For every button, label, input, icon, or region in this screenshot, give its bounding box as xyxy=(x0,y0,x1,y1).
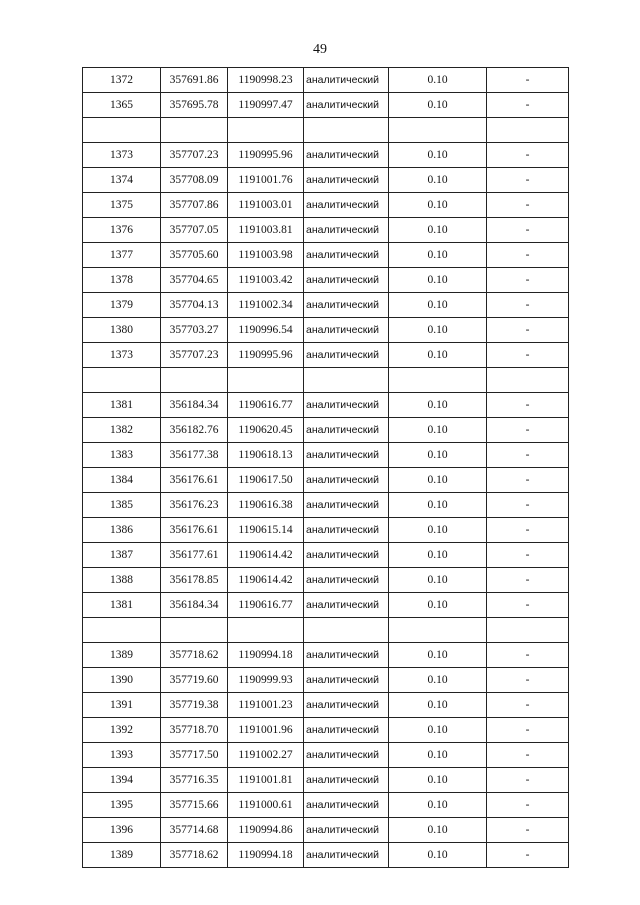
method-cell: аналитический xyxy=(304,518,389,543)
table-row xyxy=(83,393,569,418)
description-cell: - xyxy=(487,843,569,868)
table-row xyxy=(83,518,569,543)
method-cell: аналитический xyxy=(304,68,389,93)
accuracy-cell: 0.10 xyxy=(389,93,487,118)
point-number-cell: 1379 xyxy=(83,293,161,318)
x-coordinate-cell: 357715.66 xyxy=(161,793,228,818)
x-coordinate-cell: 357708.09 xyxy=(161,168,228,193)
x-coordinate-cell: 357704.65 xyxy=(161,268,228,293)
table-row xyxy=(83,743,569,768)
method-cell: аналитический xyxy=(304,218,389,243)
point-number-cell: 1385 xyxy=(83,493,161,518)
method-cell: аналитический xyxy=(304,718,389,743)
point-number-cell: 1388 xyxy=(83,568,161,593)
method-cell: аналитический xyxy=(304,243,389,268)
description-cell: - xyxy=(487,468,569,493)
table-row xyxy=(83,243,569,268)
y-coordinate-cell: 1190996.54 xyxy=(228,318,304,343)
table-row xyxy=(83,318,569,343)
point-number-cell: 1383 xyxy=(83,443,161,468)
coordinates-table-body xyxy=(83,68,569,868)
table-row xyxy=(83,143,569,168)
point-number-cell: 1365 xyxy=(83,93,161,118)
y-coordinate-cell: 1191002.27 xyxy=(228,743,304,768)
method-cell: аналитический xyxy=(304,468,389,493)
y-coordinate-cell: 1190614.42 xyxy=(228,568,304,593)
point-number-cell: 1392 xyxy=(83,718,161,743)
table-row xyxy=(83,543,569,568)
point-number-cell: 1377 xyxy=(83,243,161,268)
x-coordinate-cell: 356184.34 xyxy=(161,393,228,418)
description-cell: - xyxy=(487,293,569,318)
y-coordinate-cell: 1190616.38 xyxy=(228,493,304,518)
description-cell: - xyxy=(487,343,569,368)
accuracy-cell: 0.10 xyxy=(389,218,487,243)
y-coordinate-cell: 1190999.93 xyxy=(228,668,304,693)
method-cell: аналитический xyxy=(304,443,389,468)
point-number-cell: 1381 xyxy=(83,593,161,618)
accuracy-cell: 0.10 xyxy=(389,343,487,368)
table-row xyxy=(83,593,569,618)
accuracy-cell: 0.10 xyxy=(389,518,487,543)
x-coordinate-cell: 356182.76 xyxy=(161,418,228,443)
point-number-cell: 1381 xyxy=(83,393,161,418)
accuracy-cell: 0.10 xyxy=(389,743,487,768)
description-cell: - xyxy=(487,543,569,568)
accuracy-cell: 0.10 xyxy=(389,193,487,218)
y-coordinate-cell: 1190615.14 xyxy=(228,518,304,543)
description-cell: - xyxy=(487,218,569,243)
point-number-cell: 1391 xyxy=(83,693,161,718)
method-cell: аналитический xyxy=(304,168,389,193)
x-coordinate-cell: 357718.70 xyxy=(161,718,228,743)
y-coordinate-cell: 1190616.77 xyxy=(228,593,304,618)
table-row xyxy=(83,568,569,593)
description-cell: - xyxy=(487,568,569,593)
table-row xyxy=(83,443,569,468)
accuracy-cell: 0.10 xyxy=(389,693,487,718)
point-number-cell: 1375 xyxy=(83,193,161,218)
accuracy-cell xyxy=(389,368,487,393)
method-cell: аналитический xyxy=(304,418,389,443)
description-cell: - xyxy=(487,493,569,518)
description-cell: - xyxy=(487,418,569,443)
x-coordinate-cell: 357707.23 xyxy=(161,143,228,168)
description-cell: - xyxy=(487,793,569,818)
y-coordinate-cell: 1191003.98 xyxy=(228,243,304,268)
accuracy-cell: 0.10 xyxy=(389,818,487,843)
point-number-cell: 1372 xyxy=(83,68,161,93)
description-cell: - xyxy=(487,393,569,418)
x-coordinate-cell: 356178.85 xyxy=(161,568,228,593)
accuracy-cell: 0.10 xyxy=(389,568,487,593)
method-cell: аналитический xyxy=(304,768,389,793)
point-number-cell: 1373 xyxy=(83,343,161,368)
table-row xyxy=(83,193,569,218)
point-number-cell: 1390 xyxy=(83,668,161,693)
x-coordinate-cell: 357718.62 xyxy=(161,843,228,868)
y-coordinate-cell: 1191000.61 xyxy=(228,793,304,818)
method-cell: аналитический xyxy=(304,793,389,818)
description-cell: - xyxy=(487,768,569,793)
x-coordinate-cell: 357719.38 xyxy=(161,693,228,718)
y-coordinate-cell: 1191003.42 xyxy=(228,268,304,293)
y-coordinate-cell: 1191001.81 xyxy=(228,768,304,793)
x-coordinate-cell: 356176.23 xyxy=(161,493,228,518)
method-cell: аналитический xyxy=(304,293,389,318)
point-number-cell: 1387 xyxy=(83,543,161,568)
table-row xyxy=(83,293,569,318)
method-cell: аналитический xyxy=(304,693,389,718)
x-coordinate-cell: 356177.61 xyxy=(161,543,228,568)
description-cell: - xyxy=(487,68,569,93)
accuracy-cell: 0.10 xyxy=(389,443,487,468)
point-number-cell: 1374 xyxy=(83,168,161,193)
method-cell: аналитический xyxy=(304,743,389,768)
table-row xyxy=(83,643,569,668)
method-cell xyxy=(304,618,389,643)
y-coordinate-cell: 1190620.45 xyxy=(228,418,304,443)
table-row xyxy=(83,693,569,718)
accuracy-cell: 0.10 xyxy=(389,68,487,93)
point-number-cell: 1382 xyxy=(83,418,161,443)
accuracy-cell xyxy=(389,618,487,643)
description-cell: - xyxy=(487,268,569,293)
description-cell: - xyxy=(487,693,569,718)
method-cell: аналитический xyxy=(304,843,389,868)
description-cell: - xyxy=(487,593,569,618)
separator-row xyxy=(83,118,569,143)
x-coordinate-cell: 356177.38 xyxy=(161,443,228,468)
accuracy-cell: 0.10 xyxy=(389,243,487,268)
point-number-cell: 1396 xyxy=(83,818,161,843)
description-cell: - xyxy=(487,318,569,343)
y-coordinate-cell: 1191002.34 xyxy=(228,293,304,318)
method-cell: аналитический xyxy=(304,93,389,118)
x-coordinate-cell: 357707.23 xyxy=(161,343,228,368)
page-number: 49 xyxy=(313,42,327,57)
accuracy-cell: 0.10 xyxy=(389,468,487,493)
separator-row xyxy=(83,618,569,643)
table-row xyxy=(83,818,569,843)
point-number-cell xyxy=(83,368,161,393)
y-coordinate-cell: 1190617.50 xyxy=(228,468,304,493)
method-cell: аналитический xyxy=(304,193,389,218)
y-coordinate-cell xyxy=(228,118,304,143)
y-coordinate-cell: 1190616.77 xyxy=(228,393,304,418)
y-coordinate-cell: 1191003.81 xyxy=(228,218,304,243)
table-row xyxy=(83,468,569,493)
table-row xyxy=(83,843,569,868)
y-coordinate-cell: 1191001.96 xyxy=(228,718,304,743)
accuracy-cell: 0.10 xyxy=(389,768,487,793)
accuracy-cell: 0.10 xyxy=(389,318,487,343)
description-cell: - xyxy=(487,818,569,843)
x-coordinate-cell: 356184.34 xyxy=(161,593,228,618)
x-coordinate-cell: 357718.62 xyxy=(161,643,228,668)
point-number-cell: 1373 xyxy=(83,143,161,168)
x-coordinate-cell: 357695.78 xyxy=(161,93,228,118)
point-number-cell: 1376 xyxy=(83,218,161,243)
y-coordinate-cell xyxy=(228,368,304,393)
table-row xyxy=(83,218,569,243)
method-cell: аналитический xyxy=(304,568,389,593)
method-cell: аналитический xyxy=(304,818,389,843)
table-row xyxy=(83,668,569,693)
x-coordinate-cell: 357707.86 xyxy=(161,193,228,218)
x-coordinate-cell: 357719.60 xyxy=(161,668,228,693)
accuracy-cell: 0.10 xyxy=(389,293,487,318)
accuracy-cell: 0.10 xyxy=(389,143,487,168)
description-cell: - xyxy=(487,443,569,468)
x-coordinate-cell xyxy=(161,368,228,393)
y-coordinate-cell: 1190995.96 xyxy=(228,143,304,168)
y-coordinate-cell: 1190994.86 xyxy=(228,818,304,843)
description-cell: - xyxy=(487,668,569,693)
y-coordinate-cell: 1190994.18 xyxy=(228,643,304,668)
y-coordinate-cell: 1190618.13 xyxy=(228,443,304,468)
x-coordinate-cell: 357703.27 xyxy=(161,318,228,343)
accuracy-cell: 0.10 xyxy=(389,793,487,818)
table-row xyxy=(83,268,569,293)
accuracy-cell: 0.10 xyxy=(389,843,487,868)
point-number-cell: 1386 xyxy=(83,518,161,543)
accuracy-cell: 0.10 xyxy=(389,668,487,693)
point-number-cell: 1384 xyxy=(83,468,161,493)
accuracy-cell xyxy=(389,118,487,143)
description-cell: - xyxy=(487,243,569,268)
x-coordinate-cell: 357707.05 xyxy=(161,218,228,243)
table-row xyxy=(83,418,569,443)
accuracy-cell: 0.10 xyxy=(389,593,487,618)
description-cell xyxy=(487,118,569,143)
y-coordinate-cell: 1190998.23 xyxy=(228,68,304,93)
y-coordinate-cell: 1190995.96 xyxy=(228,343,304,368)
accuracy-cell: 0.10 xyxy=(389,393,487,418)
accuracy-cell: 0.10 xyxy=(389,543,487,568)
x-coordinate-cell: 357714.68 xyxy=(161,818,228,843)
description-cell: - xyxy=(487,643,569,668)
description-cell: - xyxy=(487,193,569,218)
method-cell: аналитический xyxy=(304,268,389,293)
table-row xyxy=(83,718,569,743)
description-cell: - xyxy=(487,143,569,168)
x-coordinate-cell: 357705.60 xyxy=(161,243,228,268)
point-number-cell: 1393 xyxy=(83,743,161,768)
point-number-cell: 1394 xyxy=(83,768,161,793)
accuracy-cell: 0.10 xyxy=(389,268,487,293)
point-number-cell xyxy=(83,618,161,643)
point-number-cell: 1389 xyxy=(83,643,161,668)
accuracy-cell: 0.10 xyxy=(389,718,487,743)
description-cell: - xyxy=(487,743,569,768)
method-cell: аналитический xyxy=(304,593,389,618)
table-row xyxy=(83,793,569,818)
x-coordinate-cell: 357704.13 xyxy=(161,293,228,318)
coordinates-table xyxy=(82,67,569,868)
method-cell xyxy=(304,118,389,143)
table-row xyxy=(83,343,569,368)
x-coordinate-cell: 357717.50 xyxy=(161,743,228,768)
method-cell: аналитический xyxy=(304,668,389,693)
accuracy-cell: 0.10 xyxy=(389,493,487,518)
x-coordinate-cell: 356176.61 xyxy=(161,518,228,543)
accuracy-cell: 0.10 xyxy=(389,643,487,668)
description-cell xyxy=(487,368,569,393)
point-number-cell: 1378 xyxy=(83,268,161,293)
x-coordinate-cell: 357716.35 xyxy=(161,768,228,793)
x-coordinate-cell: 356176.61 xyxy=(161,468,228,493)
method-cell: аналитический xyxy=(304,543,389,568)
point-number-cell: 1389 xyxy=(83,843,161,868)
y-coordinate-cell: 1191001.23 xyxy=(228,693,304,718)
table-row xyxy=(83,93,569,118)
method-cell: аналитический xyxy=(304,643,389,668)
y-coordinate-cell xyxy=(228,618,304,643)
description-cell: - xyxy=(487,718,569,743)
table-row xyxy=(83,168,569,193)
y-coordinate-cell: 1191003.01 xyxy=(228,193,304,218)
separator-row xyxy=(83,368,569,393)
method-cell: аналитический xyxy=(304,393,389,418)
accuracy-cell: 0.10 xyxy=(389,168,487,193)
description-cell: - xyxy=(487,93,569,118)
x-coordinate-cell xyxy=(161,118,228,143)
y-coordinate-cell: 1190997.47 xyxy=(228,93,304,118)
accuracy-cell: 0.10 xyxy=(389,418,487,443)
table-row xyxy=(83,768,569,793)
description-cell: - xyxy=(487,518,569,543)
method-cell: аналитический xyxy=(304,493,389,518)
x-coordinate-cell: 357691.86 xyxy=(161,68,228,93)
description-cell xyxy=(487,618,569,643)
y-coordinate-cell: 1191001.76 xyxy=(228,168,304,193)
description-cell: - xyxy=(487,168,569,193)
y-coordinate-cell: 1190614.42 xyxy=(228,543,304,568)
method-cell: аналитический xyxy=(304,318,389,343)
x-coordinate-cell xyxy=(161,618,228,643)
point-number-cell xyxy=(83,118,161,143)
method-cell xyxy=(304,368,389,393)
y-coordinate-cell: 1190994.18 xyxy=(228,843,304,868)
table-row xyxy=(83,68,569,93)
method-cell: аналитический xyxy=(304,343,389,368)
point-number-cell: 1380 xyxy=(83,318,161,343)
method-cell: аналитический xyxy=(304,143,389,168)
point-number-cell: 1395 xyxy=(83,793,161,818)
table-row xyxy=(83,493,569,518)
